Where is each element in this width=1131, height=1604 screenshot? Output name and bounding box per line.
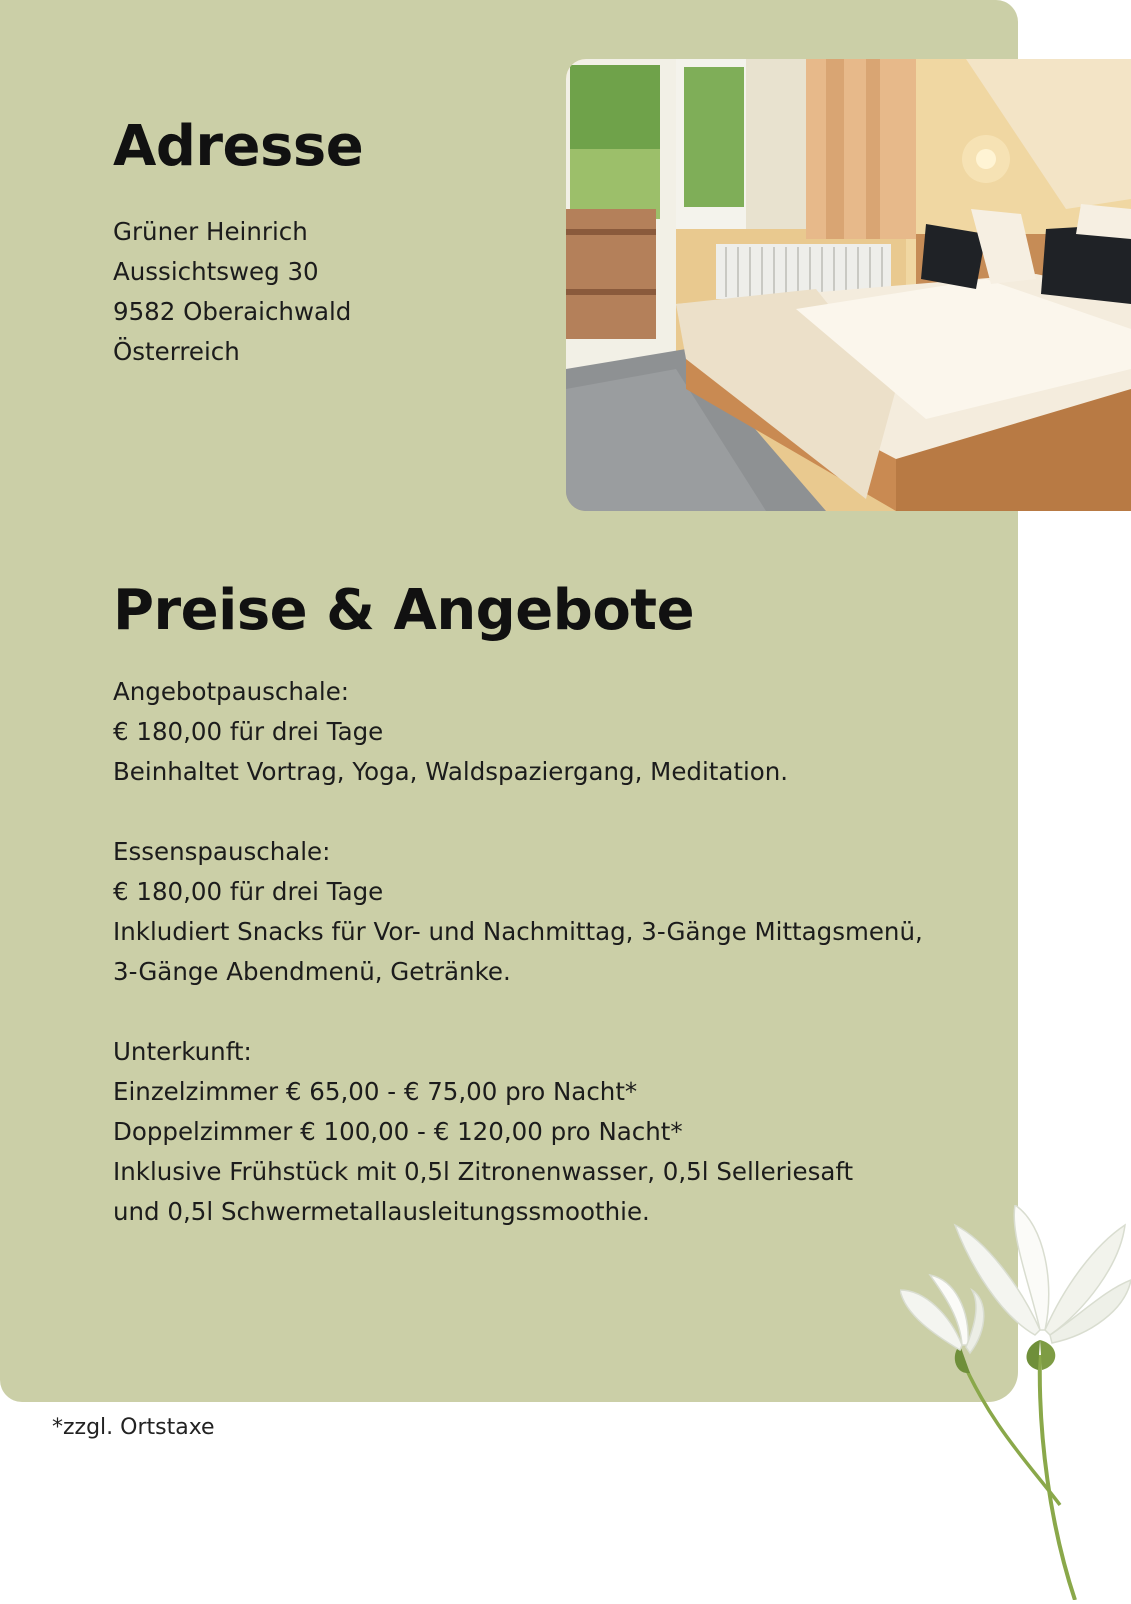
prices-block — [113, 672, 1013, 1272]
address-line-street: Aussichtsweg 30 — [113, 257, 319, 286]
double-room-price: Doppelzimmer € 100,00 - € 120,00 pro Nacht* — [113, 1117, 683, 1146]
food-price: € 180,00 für drei Tage — [113, 877, 384, 906]
food-description-1: Inkludiert Snacks für Vor- und Nachmittag, 3-Gänge Mittagsmenü, — [113, 917, 923, 946]
address-heading: Adresse — [113, 114, 364, 179]
single-room-price: Einzelzimmer € 65,00 - € 75,00 pro Nacht* — [113, 1077, 638, 1106]
breakfast-info-2: und 0,5l Schwermetallausleitungssmoothie. — [113, 1197, 650, 1226]
lodging-label: Unterkunft: — [113, 1037, 252, 1066]
offer-label: Angebotpauschale: — [113, 677, 350, 706]
offer-description: Beinhaltet Vortrag, Yoga, Waldspaziergang, Meditation. — [113, 757, 789, 786]
address-block — [113, 212, 351, 372]
breakfast-info-1: Inklusive Frühstück mit 0,5l Zitronenwasser, 0,5l Selleriesaft — [113, 1157, 854, 1186]
offer-price: € 180,00 für drei Tage — [113, 717, 384, 746]
food-package — [113, 832, 1013, 992]
prices-heading: Preise & Angebote — [113, 578, 695, 643]
food-label: Essenspauschale: — [113, 837, 331, 866]
lodging — [113, 1032, 1013, 1232]
food-description-2: 3-Gänge Abendmenü, Getränke. — [113, 957, 511, 986]
address-line-country: Österreich — [113, 337, 240, 366]
address-line-name: Grüner Heinrich — [113, 217, 308, 246]
footnote: *zzgl. Ortstaxe — [52, 1415, 215, 1440]
offer-package — [113, 672, 1013, 792]
hotel-room-photo — [566, 59, 1131, 511]
address-line-city: 9582 Oberaichwald — [113, 297, 352, 326]
flower-illustration — [900, 1205, 1131, 1604]
